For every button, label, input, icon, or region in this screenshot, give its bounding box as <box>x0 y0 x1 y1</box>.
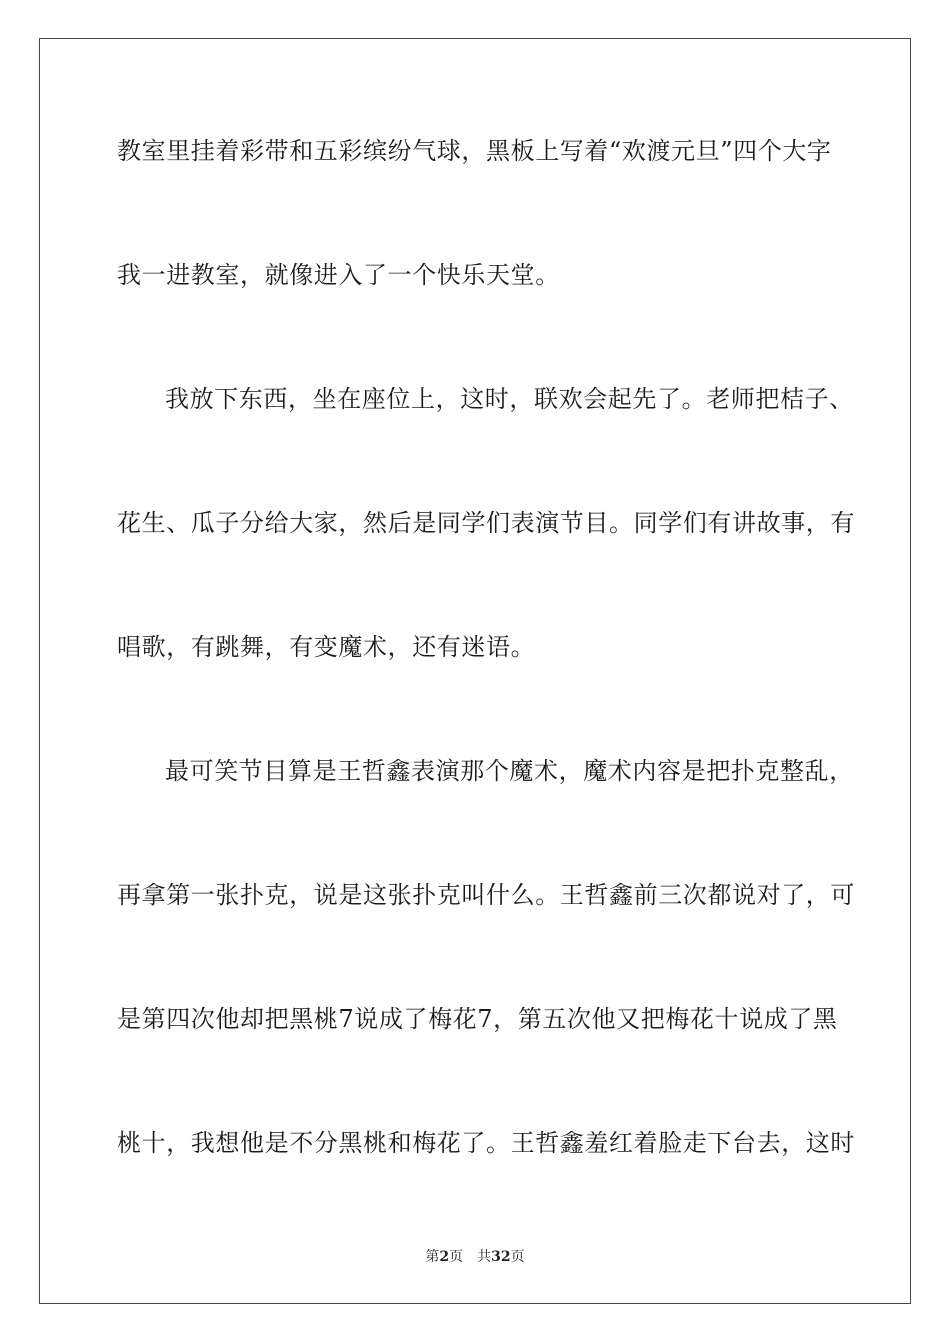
text-line-4: 花生、瓜子分给大家，然后是同学们表演节目。同学们有讲故事，有 <box>117 509 855 537</box>
total-pages: 32 <box>491 1249 511 1265</box>
page-footer <box>0 1248 950 1266</box>
total-suffix: 页 <box>510 1249 525 1265</box>
page-border <box>39 38 911 1304</box>
total-prefix: 共 <box>477 1249 492 1265</box>
text-line-9: 桃十，我想他是不分黑桃和梅花了。王哲鑫羞红着脸走下台去，这时 <box>117 1129 855 1157</box>
text-line-8: 是第四次他却把黑桃7说成了梅花7，第五次他又把梅花十说成了黑 <box>117 1005 838 1033</box>
text-line-1: 教室里挂着彩带和五彩缤纷气球，黑板上写着“欢渡元旦”四个大字 <box>117 137 832 165</box>
text-line-7: 再拿第一张扑克，说是这张扑克叫什么。王哲鑫前三次都说对了，可 <box>117 881 855 909</box>
text-line-5: 唱歌，有跳舞，有变魔术，还有迷语。 <box>117 633 536 661</box>
text-line-3: 我放下东西，坐在座位上，这时，联欢会起先了。老师把桔子、 <box>165 385 854 413</box>
page-suffix: 页 <box>449 1249 464 1265</box>
page-prefix: 第 <box>425 1249 440 1265</box>
page-number: 2 <box>439 1249 450 1265</box>
text-line-2: 我一进教室，就像进入了一个快乐天堂。 <box>117 261 560 289</box>
text-line-6: 最可笑节目算是王哲鑫表演那个魔术，魔术内容是把扑克整乱， <box>165 757 854 785</box>
